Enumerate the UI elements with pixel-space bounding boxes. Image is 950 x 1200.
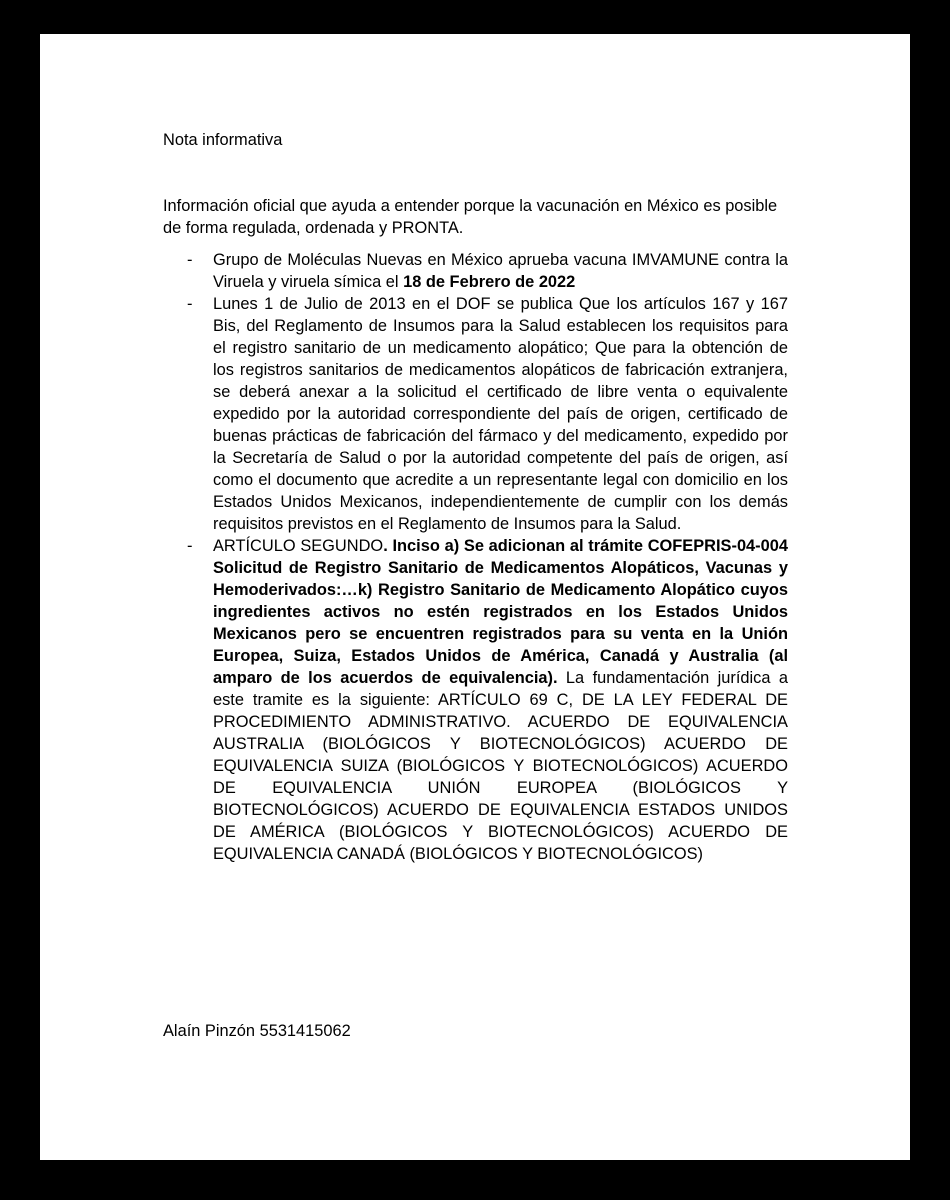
document-body — [163, 129, 788, 865]
signature: Alaín Pinzón 5531415062 — [163, 1022, 351, 1040]
item-bold-date: 18 de Febrero de 2022 — [403, 273, 576, 291]
document-title: Nota informativa — [163, 131, 283, 149]
item-tail: La fundamentación jurídica a este tramite es la siguiente: ARTÍCULO 69 C, DE LA LEY FEDERAL DE PROCEDIMIENTO ADMINISTRATIVO. ACUERDO DE EQUIVALENCIA AUSTRALIA (BIOLÓGICOS Y BIOTECNOLÓGICOS) ACUERDO DE EQUIVALENCIA SUIZA (BIOLÓGICOS Y BIOTECNOLÓGICOS) ACUERDO DE EQUIVALENCIA UNIÓN EUROPEA (BIOLÓGICOS Y BIOTECNOLÓGICOS) ACUERDO DE EQUIVALENCIA ESTADOS UNIDOS DE AMÉRICA (BIOLÓGICOS Y BIOTECNOLÓGICOS) ACUERDO DE EQUIVALENCIA CANADÁ (BIOLÓGICOS Y BIOTECNOLÓGICOS) — [213, 669, 788, 863]
document-page — [40, 34, 910, 1160]
item-text: Grupo de Moléculas Nuevas en México aprueba vacuna IMVAMUNE contra la Viruela y viruela símica el — [213, 251, 788, 291]
intro-paragraph: Información oficial que ayuda a entender porque la vacunación en México es posible de forma regulada, ordenada y PRONTA. — [163, 197, 778, 237]
bullet-dash: - — [187, 537, 193, 555]
item-text: Lunes 1 de Julio de 2013 en el DOF se publica Que los artículos 167 y 167 Bis, del Reglamento de Insumos para la Salud establecen los requisitos para el registro sanitario de un medicamento alopático; Que para la obtención de los registros sanitarios de medicamentos alopáticos de fabricación extranjera, se deberá anexar a la solicitud el certificado de libre venta o equivalente expedido por la autoridad correspondiente del país de origen, certificado de buenas prácticas de fabricación del fármaco y del medicamento, expedido por la Secretaría de Salud o por la autoridad competente del país de origen, así como el documento que acredite a un representante legal con domicilio en los Estados Unidos Mexicanos, independientemente de cumplir con los demás requisitos previstos en el Reglamento de Insumos para la Salud. — [213, 295, 788, 533]
list-item — [163, 249, 788, 293]
list-item — [163, 293, 788, 535]
bullet-dash: - — [187, 251, 193, 269]
item-bold-text: . Inciso a) Se adicionan al trámite COFEPRIS-04-004 Solicitud de Registro Sanitario de Medicamentos Alopáticos, Vacunas y Hemoderivados:…k) Registro Sanitario de Medicamento Alopático cuyos ingredientes activos no estén registrados en los Estados Unidos Mexicanos pero se encuentren registrados para su venta en la Unión Europea, Suiza, Estados Unidos de América, Canadá y Australia (al amparo de los acuerdos de equivalencia). — [213, 537, 788, 687]
item-lead: ARTÍCULO SEGUNDO — [213, 537, 384, 555]
list-item — [163, 535, 788, 865]
bullet-list — [163, 249, 788, 865]
bullet-dash: - — [187, 295, 193, 313]
